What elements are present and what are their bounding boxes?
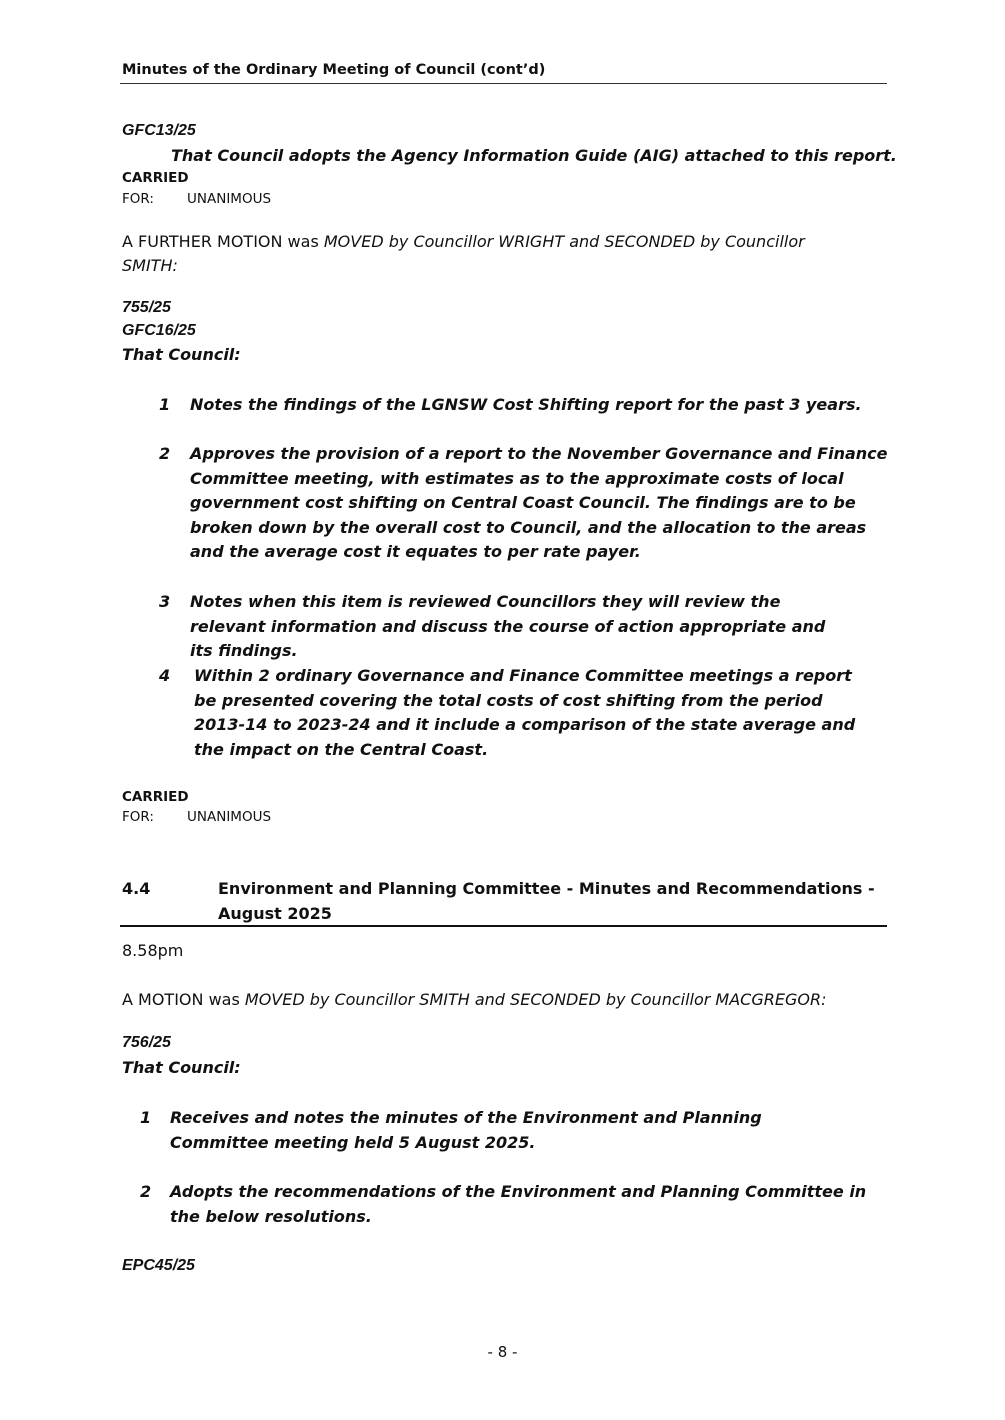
resolution-ref-755: 755/25: [122, 299, 171, 316]
list-text: Within 2 ordinary Governance and Finance Committee meetings a report be presented covering the total costs of cost shifting from the period 2013-14 to 2023-24 and it include a comparison of the state average and the impact on the Central Coast.: [194, 666, 856, 759]
page-header: Minutes of the Ordinary Meeting of Council (cont’d): [122, 62, 546, 78]
list-number: 4: [159, 666, 171, 685]
for-value: UNANIMOUS: [187, 191, 272, 207]
section-title-continued: August 2025: [218, 904, 332, 923]
list-item: [159, 664, 889, 764]
resolution-ref-gfc13: GFC13/25: [122, 122, 196, 139]
section-rule: [120, 925, 887, 927]
list-number: 2: [159, 444, 171, 463]
motion-line: [122, 990, 826, 1009]
header-rule: [120, 83, 887, 84]
list-text: Approves the provision of a report to the November Governance and Finance Committee meeting, with estimates as to the approximate costs of local government cost shifting on Central Coast Council. The findings are to be broken down by the overall cost to Council, and the allocation to the areas and the average cost it equates to per rate payer.: [190, 444, 888, 562]
list-text: Receives and notes the minutes of the Environment and Planning Committee meeting held 5 August 2025.: [170, 1108, 762, 1152]
list-item: [140, 1106, 890, 1156]
list-number: 2: [140, 1182, 152, 1201]
for-label: FOR:: [122, 809, 154, 825]
list-number: 1: [140, 1108, 152, 1127]
list-number: 1: [159, 395, 171, 414]
list-number: 3: [159, 592, 171, 611]
motion-moved: MOVED by Councillor SMITH and SECONDED by Councillor MACGREGOR:: [244, 990, 827, 1009]
resolution-intro: That Council:: [122, 1058, 241, 1077]
motion-prefix: A FURTHER MOTION was: [122, 232, 324, 251]
resolution-ref-gfc16: GFC16/25: [122, 322, 196, 339]
carried-label: CARRIED: [122, 170, 189, 186]
resolution-ref-epc45: EPC45/25: [122, 1257, 195, 1274]
motion-moved-continued: SMITH:: [122, 256, 178, 275]
list-text: Notes when this item is reviewed Councillors they will review the relevant information and discuss the course of action appropriate and its findings.: [190, 592, 826, 661]
motion-prefix: A MOTION was: [122, 990, 245, 1009]
list-item: [140, 1180, 890, 1230]
list-item: [159, 393, 889, 418]
section-number: 4.4: [122, 879, 151, 898]
list-item: [159, 590, 889, 661]
page-number: - 8 -: [487, 1343, 518, 1361]
section-time: 8.58pm: [122, 941, 184, 960]
for-value: UNANIMOUS: [187, 809, 272, 825]
section-title: Environment and Planning Committee - Minutes and Recommendations -: [218, 879, 875, 898]
motion-moved: MOVED by Councillor WRIGHT and SECONDED by Councillor: [323, 232, 805, 251]
resolution-ref-756: 756/25: [122, 1034, 171, 1051]
list-text: Adopts the recommendations of the Environment and Planning Committee in the below resolutions.: [170, 1182, 867, 1226]
list-item: [159, 442, 889, 567]
resolution-intro: That Council:: [122, 345, 241, 364]
for-label: FOR:: [122, 191, 154, 207]
motion-line: [122, 232, 805, 251]
list-text: Notes the findings of the LGNSW Cost Shifting report for the past 3 years.: [190, 395, 862, 414]
resolution-text-gfc13: That Council adopts the Agency Information Guide (AIG) attached to this report.: [171, 146, 897, 165]
carried-label: CARRIED: [122, 789, 189, 805]
